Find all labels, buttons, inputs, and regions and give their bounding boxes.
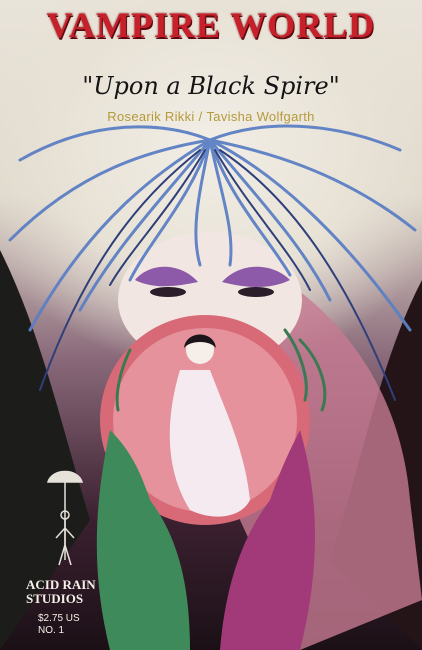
right-eye — [238, 287, 274, 297]
credit-separator: / — [198, 109, 203, 124]
cover-price: $2.75 US — [38, 613, 80, 624]
price-block — [38, 613, 138, 637]
story-title: "Upon a Black Spire" — [82, 72, 340, 100]
left-eye — [150, 287, 186, 297]
writer-name: Rosearik Rikki — [107, 109, 195, 124]
publisher-line-2: STUDIOS — [26, 591, 84, 606]
publisher-line-1: ACID RAIN — [26, 577, 96, 592]
issue-number: NO. 1 — [38, 625, 65, 636]
comic-title: VAMPIRE WORLD — [46, 5, 376, 45]
artist-name: Tavisha Wolfgarth — [206, 109, 315, 124]
publisher-name — [26, 578, 136, 606]
creator-credits — [0, 109, 422, 124]
